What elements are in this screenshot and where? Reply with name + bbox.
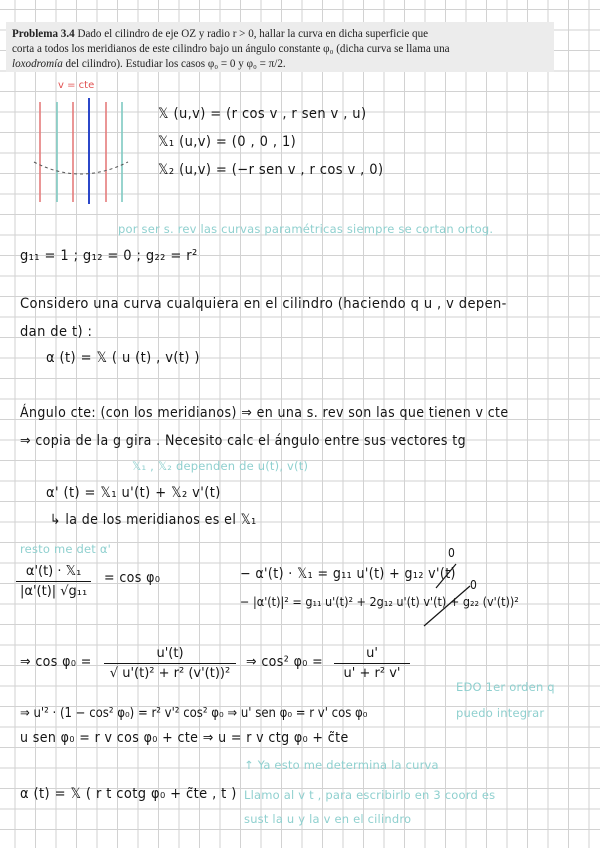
- cos-prefix: ⇒ cos φ₀ =: [20, 654, 92, 670]
- param-x2: 𝕏₂ (u,v) = (−r sen v , r cos v , 0): [158, 162, 384, 178]
- problem-term: loxodromía: [12, 58, 63, 70]
- note-edo-line-1: EDO 1er orden q: [456, 680, 555, 694]
- consider-line-2: dan de t) :: [20, 324, 93, 340]
- angle-line-1: Ángulo cte: (con los meridianos) ⇒ en una s. rev son las que tienen v cte: [20, 405, 509, 421]
- param-x: 𝕏 (u,v) = (r cos v , r sen v , u): [158, 106, 367, 122]
- final-curve: α (t) = 𝕏 ( r t cotg φ₀ + c̃te , t ): [20, 786, 237, 802]
- cos-squared-denominator: u' + r² v': [334, 663, 410, 681]
- solve-line-2: u sen φ₀ = r v cos φ₀ + cte ⇒ u = r v ctg φ₀ + c̃te: [20, 730, 349, 746]
- note-orthogonal: por ser s. rev las curvas paramétricas siempre se cortan ortog.: [118, 222, 494, 236]
- cos-fraction-numerator: u'(t): [156, 646, 184, 661]
- angle-fraction-numerator: α'(t) · 𝕏₁: [25, 564, 82, 579]
- note-final-line-2: sust la u y la v en el cilindro: [244, 812, 412, 826]
- angle-line-2: ⇒ copia de la g gira . Necesito calc el ángulo entre sus vectores tg: [20, 433, 466, 449]
- param-x1: 𝕏₁ (u,v) = (0 , 0 , 1): [158, 134, 297, 150]
- zero-annotation-2: 0: [470, 578, 478, 592]
- problem-label: Problema 3.4: [12, 28, 75, 40]
- problem-line-3: loxodromía del cilindro). Estudiar los casos φ₀ = 0 y φ₀ = π/2.: [12, 58, 286, 70]
- norm-squared-equation: − |α'(t)|² = g₁₁ u'(t)² + 2g₁₂ u'(t) v'(t) + g₂₂ (v'(t))²: [240, 594, 519, 609]
- meridian-tangent-note: ↳ la de los meridianos es el 𝕏₁: [50, 512, 257, 528]
- zero-annotation-1: 0: [448, 546, 456, 560]
- problem-line-2: corta a todos los meridianos de este cilindro bajo un ángulo constante φ₀ (dicha curva se llama una: [12, 43, 450, 55]
- consider-line-1: Considero una curva cualquiera en el cilindro (haciendo q u , v depen-: [20, 296, 507, 312]
- cos-fraction: [104, 646, 236, 681]
- cos-squared-numerator: u': [366, 646, 378, 661]
- angle-fraction-denominator: |α'(t)| √g₁₁: [16, 581, 91, 599]
- note-dependence: 𝕏₁ , 𝕏₂ dependen de u(t), v(t): [132, 459, 309, 473]
- note-final-line-1: Llamo al v t , para escribirlo en 3 coord es: [244, 788, 496, 802]
- cos-fraction-denominator: √ u'(t)² + r² (v'(t))²: [104, 663, 236, 681]
- cos-squared-fraction: [334, 646, 410, 681]
- curve-definition: α (t) = 𝕏 ( u (t) , v(t) ): [46, 350, 200, 366]
- metric-coefficients: g₁₁ = 1 ; g₁₂ = 0 ; g₂₂ = r²: [20, 248, 198, 264]
- note-rest: resto me det α': [20, 542, 111, 556]
- derivative-equation: α' (t) = 𝕏₁ u'(t) + 𝕏₂ v'(t): [46, 485, 221, 501]
- cos-squared-prefix: ⇒ cos² φ₀ =: [246, 654, 324, 670]
- note-determines-curve: ↑ Ya esto me determina la curva: [244, 758, 439, 772]
- dot-product-equation: − α'(t) · 𝕏₁ = g₁₁ u'(t) + g₁₂ v'(t): [240, 566, 456, 582]
- note-edo-line-2: puedo integrar: [456, 706, 545, 720]
- solve-line-1: ⇒ u'² · (1 − cos² φ₀) = r² v'² cos² φ₀ ⇒ u' sen φ₀ = r v' cos φ₀: [20, 706, 368, 721]
- cos-phi-equals: = cos φ₀: [104, 570, 161, 586]
- figure-label: v = cte: [58, 80, 95, 91]
- problem-line-1: Problema 3.4 Dado el cilindro de eje OZ y radio r > 0, hallar la curva en dicha superficie que: [12, 28, 429, 40]
